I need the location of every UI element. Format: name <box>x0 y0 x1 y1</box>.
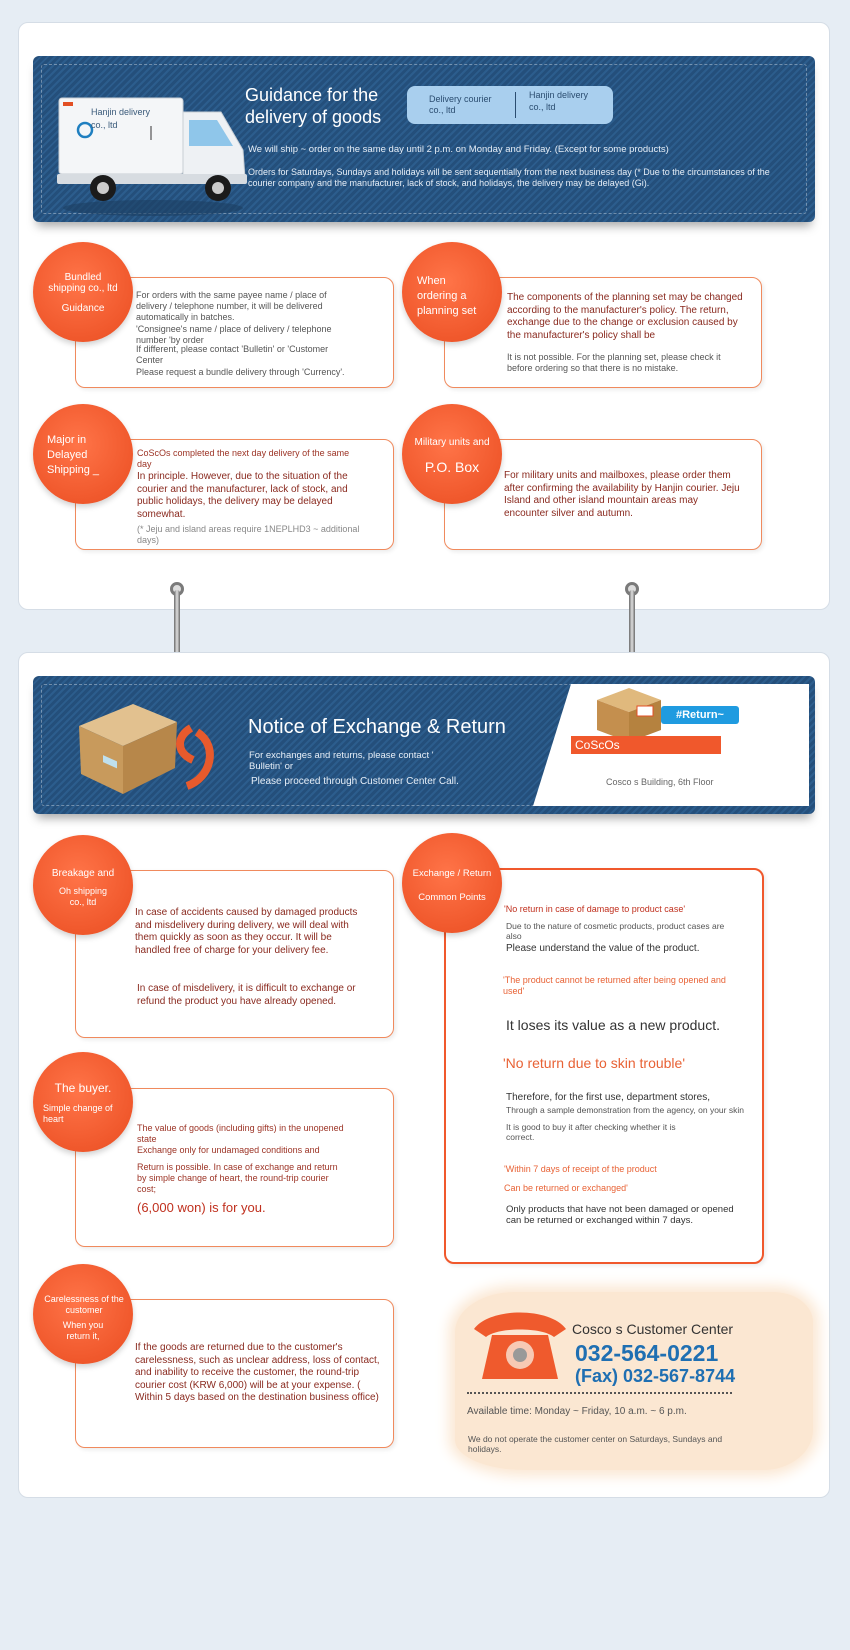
bubble-text: Exchange / Return <box>412 868 492 879</box>
bundled-text-4: Please request a bundle delivery through 'Currency'. <box>136 367 345 377</box>
bundled-text-3: If different, please contact 'Bulletin' or 'Customer Center <box>136 344 329 365</box>
package-box-icon <box>69 696 219 801</box>
bubble-text: When <box>417 275 446 287</box>
weekend-note: Orders for Saturdays, Sundays and holidays will be sent sequentially from the next business day (* Due to the circumstances of the courier company and the manufacturer, lack of stock, and holidays, the delivery may be delayed (Gi). <box>248 167 770 188</box>
common-heading-3: 'Within 7 days of receipt of the product <box>504 1164 657 1174</box>
customer-center-hours: Available time: Monday ~ Friday, 10 a.m. ~ 6 p.m. <box>467 1406 687 1417</box>
delivery-truck-icon <box>53 90 268 220</box>
buyer-text-1: The value of goods (including gifts) in the unopened state <box>137 1123 344 1144</box>
buyer-bubble <box>33 1052 133 1152</box>
courier-pill <box>407 86 613 124</box>
bubble-text: Common Points <box>418 892 486 903</box>
bubble-text: Simple change of heart <box>43 1103 113 1124</box>
common-big-1: It loses its value as a new product. <box>506 1017 720 1033</box>
customer-center-phone[interactable]: 032-564-0221 <box>575 1340 719 1366</box>
common-heading-4: Can be returned or exchanged' <box>504 1183 628 1193</box>
bubble-text: P.O. Box <box>424 459 480 475</box>
delivery-title-line2: delivery of goods <box>245 107 382 127</box>
breakage-bubble <box>33 835 133 935</box>
bubble-text: ordering a <box>417 290 467 302</box>
military-text: For military units and mailboxes, please order them after confirming the availability by Hanjin courier. Jeju Island and other island mountain areas may encounter silver and autumn. <box>504 470 740 519</box>
bubble-text: The buyer. <box>54 1081 112 1095</box>
buyer-text-3: Return is possible. In case of exchange and return by simple change of heart, the round-trip courier cost; <box>137 1162 338 1194</box>
courier-value: Hanjin delivery co., ltd <box>529 90 589 112</box>
careless-text: If the goods are returned due to the customer's carelessness, such as unclear address, loss of contact, and inability to receive the customer, the round-trip courier cost (KRW 6,000) will be at your expense. ( Within 5 days based on the destination business office) <box>135 1342 380 1403</box>
common-text-3: Therefore, for the first use, department stores, <box>506 1092 710 1103</box>
bubble-text: Carelessness of the customer <box>44 1294 124 1315</box>
customer-center-note: We do not operate the customer center on Saturdays, Sundays and holidays. <box>468 1434 723 1454</box>
delayed-text-2: In principle. However, due to the situation of the courier and the manufacturer, lack of stock, and public holidays, the delivery may be delayed somewhat. <box>137 471 348 520</box>
buyer-text-2: Exchange only for undamaged conditions and <box>137 1145 320 1155</box>
breakage-text-2: In case of misdelivery, it is difficult to exchange or refund the product you have already opened. <box>137 983 356 1007</box>
common-heading-1: 'No return in case of damage to product case' <box>504 904 686 914</box>
bundled-text-2: 'Consignee's name / place of delivery / telephone number 'by order <box>136 324 332 345</box>
planning-text-1: The components of the planning set may be changed according to the manufacturer's policy. The return, exchange due to the change or exclusion caused by the manufacturer's policy shall be <box>507 292 743 341</box>
planning-text-2: It is not possible. For the planning set, please check it before ordering so that there is no mistake. <box>507 352 721 373</box>
truck-label: Hanjin delivery co., ltd <box>91 107 151 130</box>
delivery-banner <box>33 56 815 222</box>
bubble-text: Military units and <box>414 437 490 448</box>
courier-divider <box>515 92 516 118</box>
exchange-title: Notice of Exchange & Return <box>248 716 506 738</box>
delayed-shipping-bubble <box>33 404 133 504</box>
bubble-text: planning set <box>417 305 477 317</box>
return-tag: #Return~ <box>661 706 739 724</box>
brand-label: CoScOs <box>571 736 721 754</box>
bubble-text: When you return it, <box>62 1320 104 1341</box>
ship-note: We will ship ~ order on the same day until 2 p.m. on Monday and Friday. (Except for some products) <box>248 144 669 155</box>
exchange-banner <box>33 676 815 814</box>
buyer-text-4: (6,000 won) is for you. <box>137 1200 266 1215</box>
common-text-1: Due to the nature of cosmetic products, product cases are also <box>506 921 725 941</box>
telephone-icon <box>470 1305 570 1385</box>
bundled-shipping-bubble <box>33 242 133 342</box>
bubble-text: Delayed <box>47 449 88 461</box>
common-heading-2: 'The product cannot be returned after being opened and used' <box>503 975 726 996</box>
common-points-box <box>444 868 764 1264</box>
exchange-line-1: For exchanges and returns, please contact ' <box>249 750 434 761</box>
common-text-6: Only products that have not been damaged or opened can be returned or exchanged within 7 days. <box>506 1204 734 1226</box>
bubble-text: Major in <box>47 434 87 446</box>
exchange-line-2: Bulletin' or <box>249 761 294 772</box>
carelessness-bubble <box>33 1264 133 1364</box>
bubble-text: Breakage and <box>51 868 115 879</box>
brand-address: Cosco s Building, 6th Floor <box>606 777 714 787</box>
bubble-text: Guidance <box>61 303 105 314</box>
common-text-2: Please understand the value of the product. <box>506 943 700 954</box>
bundled-text-1: For orders with the same payee name / place of delivery / telephone number, it will be delivered automatically in batches. <box>136 290 327 322</box>
common-points-bubble <box>402 833 502 933</box>
breakage-text-1: In case of accidents caused by damaged products and misdelivery during delivery, we will deal with them quickly as soon as they occur. It will be handled free of charge for your delivery fee. <box>135 907 358 956</box>
bubble-text: Bundled <box>64 272 102 283</box>
planning-set-bubble <box>402 242 502 342</box>
delayed-text-3: (* Jeju and island areas require 1NEPLHD3 ~ additional days) <box>137 524 360 545</box>
bubble-text: shipping co., ltd <box>48 283 118 294</box>
common-text-5: It is good to buy it after checking whether it is correct. <box>506 1122 676 1142</box>
common-text-4: Through a sample demonstration from the agency, on your skin <box>506 1105 744 1115</box>
delayed-text-1: CoScOs completed the next day delivery of the same day <box>137 448 350 469</box>
military-bubble <box>402 404 502 504</box>
customer-center-fax: (Fax) 032-567-8744 <box>575 1366 736 1386</box>
delivery-title-line1: Guidance for the <box>245 85 379 105</box>
bubble-text: Oh shipping co., ltd <box>58 886 108 907</box>
exchange-line-3: Please proceed through Customer Center Call. <box>251 776 459 787</box>
courier-label: Delivery courier co., ltd <box>429 94 492 115</box>
bubble-text: Shipping _ <box>47 464 99 476</box>
customer-center-divider <box>467 1392 732 1394</box>
customer-center-title: Cosco s Customer Center <box>572 1321 734 1337</box>
common-big-2: 'No return due to skin trouble' <box>503 1055 685 1071</box>
